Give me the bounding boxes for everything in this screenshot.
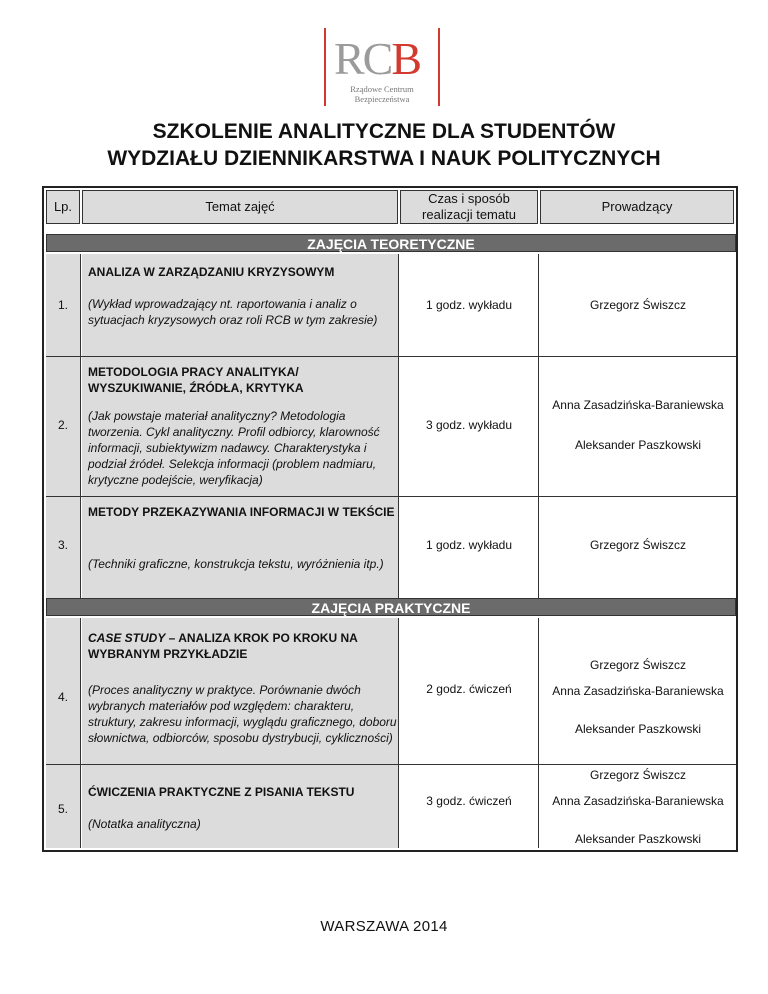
header-lp: Lp.: [46, 190, 80, 224]
logo-left-bar: [324, 28, 326, 106]
footer-city-year: WARSZAWA 2014: [320, 918, 448, 935]
row2-time: 3 godz. wykładu: [425, 418, 513, 432]
logo-right-bar: [438, 28, 440, 106]
header-topic: Temat zajęć: [82, 190, 398, 224]
row4-lead-2: Anna Zasadzińska-Baraniewska: [552, 684, 724, 698]
header-time: Czas i sposób realizacji tematu: [400, 190, 538, 224]
row5-lead-2: Anna Zasadzińska-Baraniewska: [552, 794, 724, 808]
row1-description: (Wykład wprowadzający nt. raportowania i analiz o sytuacjach kryzysowych oraz roli RCB w tym zakresie): [88, 297, 378, 327]
row5-time: 3 godz. ćwiczeń: [426, 794, 512, 808]
row4-lead-1: Grzegorz Świszcz: [589, 658, 687, 672]
rcb-logo: [320, 28, 444, 108]
row2-description: (Jak powstaje materiał analityczny? Metodologia tworzenia. Cykl analityczny. Profil odbiorcy, klarowność informacji, subiektywizm nadawcy. Charakterystyka i podział źródeł. Selekcja informacji (problem nadmiaru, krytyczne podejście, weryfikacja): [88, 409, 380, 487]
row2-number: 2.: [57, 418, 68, 432]
row3-heading: METODY PRZEKAZYWANIA INFORMACJI W TEKŚCIE: [88, 505, 395, 519]
row5-description: (Notatka analityczna): [88, 817, 201, 831]
row4-heading: CASE STUDY – ANALIZA KROK PO KROKU NA WYBRANYM PRZYKŁADZIE: [88, 631, 358, 661]
section-theory: ZAJĘCIA TEORETYCZNE: [46, 234, 736, 252]
row5-heading: ĆWICZENIA PRAKTYCZNE Z PISANIA TEKSTU: [88, 785, 355, 799]
row1-time: 1 godz. wykładu: [425, 298, 513, 312]
page-title-line2: WYDZIAŁU DZIENNIKARSTWA I NAUK POLITYCZNYCH: [107, 147, 661, 170]
row1-number: 1.: [57, 298, 68, 312]
row5-number: 5.: [57, 802, 68, 816]
row5-lead-3: Aleksander Paszkowski: [574, 832, 702, 846]
section-practice: ZAJĘCIA PRAKTYCZNE: [46, 598, 736, 616]
row3-description: (Techniki graficzne, konstrukcja tekstu, wyróżnienia itp.): [88, 557, 384, 571]
row5-lead-1: Grzegorz Świszcz: [589, 768, 687, 782]
schedule-table: [42, 186, 738, 852]
row4-number: 4.: [57, 690, 68, 704]
page-title-line1: SZKOLENIE ANALITYCZNE DLA STUDENTÓW: [152, 120, 616, 143]
header-lead: Prowadzący: [540, 190, 734, 224]
row4-time: 2 godz. ćwiczeń: [426, 682, 512, 696]
row4-description: (Proces analityczny w praktyce. Porównanie dwóch wybranych materiałów pod względem: charakteru, struktury, zakresu informacji, wyglądu graficznego, doboru słownictwa, odbiorców, sposobu dystrybucji, cykliczności): [88, 683, 397, 745]
row1-heading: ANALIZA W ZARZĄDZANIU KRYZYSOWYM: [88, 265, 335, 279]
row3-lead: Grzegorz Świszcz: [589, 538, 687, 552]
row2-lead-2: Aleksander Paszkowski: [574, 438, 702, 452]
logo-subtitle-line1: Rządowe Centrum: [350, 84, 414, 94]
row2-lead-1: Anna Zasadzińska-Baraniewska: [552, 398, 724, 412]
row1-lead: Grzegorz Świszcz: [589, 298, 687, 312]
row2-heading: METODOLOGIA PRACY ANALITYKA/ WYSZUKIWANIE, ŹRÓDŁA, KRYTYKA: [88, 365, 304, 395]
row4-lead-3: Aleksander Paszkowski: [574, 722, 702, 736]
row3-number: 3.: [57, 538, 68, 552]
logo-subtitle-line2: Bezpieczeństwa: [354, 94, 410, 104]
logo-letters: RCB: [334, 33, 421, 84]
row3-time: 1 godz. wykładu: [425, 538, 513, 552]
